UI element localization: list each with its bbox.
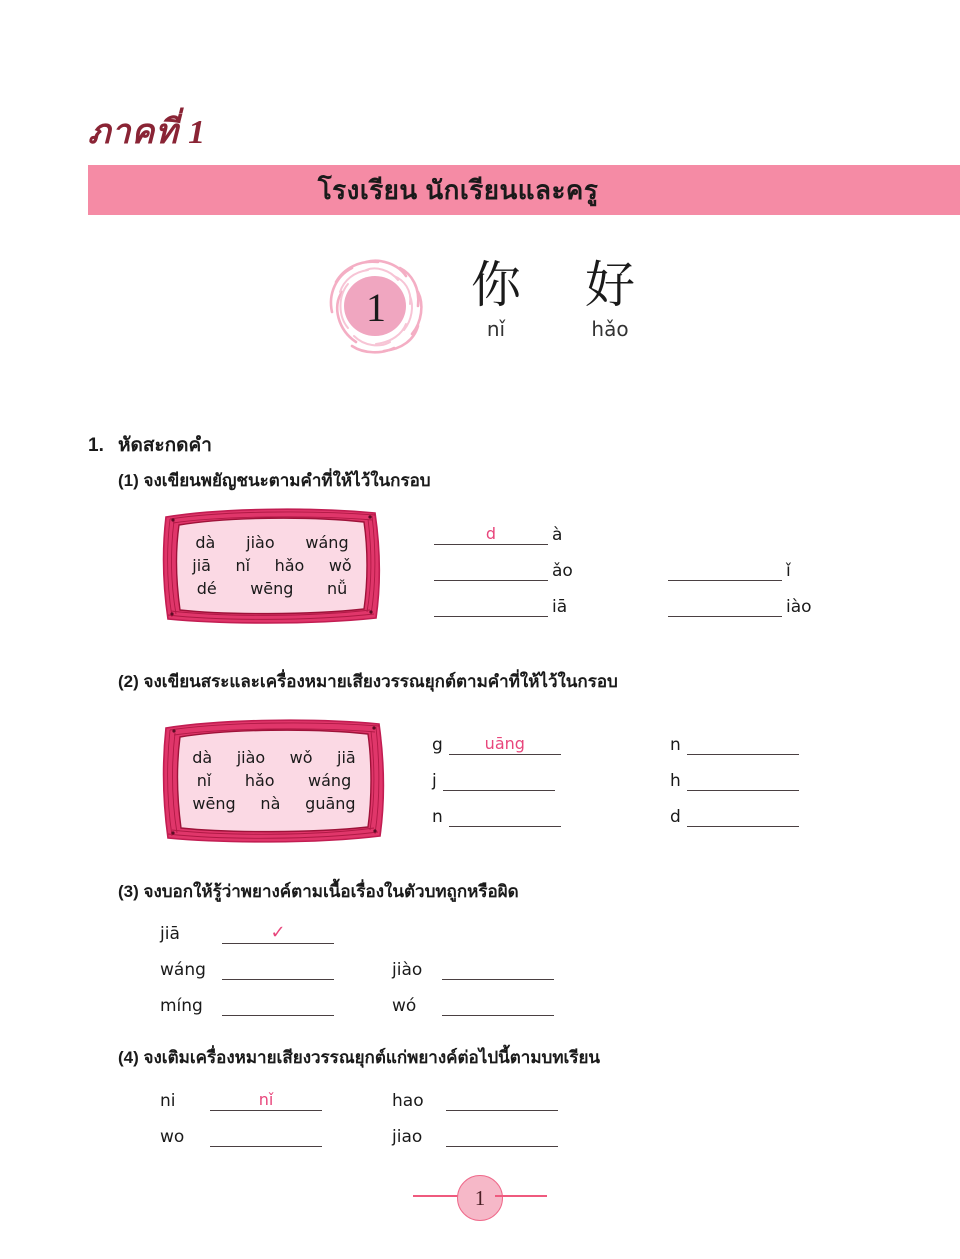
answer-suffix: ǐ bbox=[786, 561, 791, 581]
answer-prefix: n bbox=[432, 807, 443, 827]
answer-blank[interactable] bbox=[446, 1126, 558, 1147]
wordbox-word: jiā bbox=[192, 556, 211, 575]
answer-handwriting: nǐ bbox=[258, 1090, 274, 1109]
wordbox-word: jiā bbox=[337, 748, 356, 767]
answer-prefix: j bbox=[432, 771, 437, 791]
answer-blank[interactable] bbox=[434, 596, 548, 617]
exercise-2-answer-row bbox=[670, 734, 799, 755]
answer-blank[interactable] bbox=[449, 734, 561, 755]
answer-prefix: wo bbox=[160, 1127, 185, 1147]
answer-handwriting: d bbox=[485, 524, 497, 543]
wordbox-word: nǐ bbox=[235, 556, 251, 575]
wordbox-row bbox=[180, 771, 368, 790]
wordbox-word: wǒ bbox=[289, 748, 313, 767]
answer-prefix: hao bbox=[392, 1091, 424, 1111]
exercise-2-answer-row bbox=[670, 770, 799, 791]
wordbox-word: wēng bbox=[250, 579, 294, 598]
wordbox-word: guāng bbox=[305, 794, 356, 813]
answer-prefix: jiā bbox=[160, 924, 180, 944]
part-title: ภาคที่ 1 bbox=[88, 114, 207, 151]
answer-blank[interactable] bbox=[687, 806, 799, 827]
exercise-2-label: (2) จงเขียนสระและเครื่องหมายเสียงวรรณยุกต์ตามคำที่ให้ไว้ในกรอบ bbox=[118, 672, 618, 691]
wordbox-row bbox=[180, 556, 364, 575]
wordbox-word: dà bbox=[192, 748, 213, 767]
answer-suffix: iào bbox=[786, 597, 812, 617]
wordbox-word: hǎo bbox=[244, 771, 275, 790]
answer-prefix: wó bbox=[392, 996, 417, 1016]
section-title: หัดสะกดคำ bbox=[118, 435, 212, 456]
answer-blank[interactable] bbox=[668, 560, 782, 581]
exercise-2-answer-row bbox=[432, 806, 561, 827]
answer-prefix: wáng bbox=[160, 960, 206, 980]
answer-blank[interactable] bbox=[222, 923, 334, 944]
exercise-1-answer-row bbox=[668, 560, 791, 581]
answer-prefix: n bbox=[670, 735, 681, 755]
answer-suffix: iā bbox=[552, 597, 568, 617]
answer-prefix: h bbox=[670, 771, 681, 791]
wordbox-word: jiào bbox=[246, 533, 275, 552]
part-banner-title: โรงเรียน นักเรียนและครู bbox=[317, 174, 599, 205]
section-heading bbox=[88, 430, 212, 460]
wordbox-word: wǒ bbox=[328, 556, 352, 575]
section-number: 1. bbox=[88, 435, 104, 456]
lesson-header bbox=[0, 248, 960, 373]
answer-blank[interactable] bbox=[434, 560, 548, 581]
exercise-1-answer-row bbox=[434, 560, 573, 581]
answer-blank[interactable] bbox=[443, 770, 555, 791]
check-icon: ✓ bbox=[270, 922, 286, 943]
wordbox-word: nǐ bbox=[196, 771, 212, 790]
answer-blank[interactable] bbox=[434, 524, 548, 545]
exercise-2-answer-row bbox=[432, 770, 555, 791]
answer-prefix: míng bbox=[160, 996, 203, 1016]
answer-blank[interactable] bbox=[668, 596, 782, 617]
lesson-title-hanzi bbox=[462, 256, 644, 342]
hanzi-character: 你 bbox=[471, 256, 521, 314]
part-banner bbox=[88, 165, 960, 215]
hanzi-pinyin: hǎo bbox=[591, 317, 629, 341]
exercise-1-wordbox bbox=[160, 503, 384, 628]
exercise-4-answer-row bbox=[160, 1126, 322, 1147]
wordbox-word: hǎo bbox=[274, 556, 305, 575]
exercise-4-answer-row bbox=[392, 1090, 558, 1111]
chapter-number: 1 bbox=[366, 284, 386, 330]
answer-prefix: jiào bbox=[392, 960, 423, 980]
answer-blank[interactable] bbox=[446, 1090, 558, 1111]
exercise-4-label: (4) จงเติมเครื่องหมายเสียงวรรณยุกต์แก่พยางค์ต่อไปนี้ตามบทเรียน bbox=[118, 1048, 601, 1067]
exercise-4-answer-row bbox=[160, 1090, 322, 1111]
answer-prefix: jiao bbox=[392, 1127, 423, 1147]
exercise-1-label: (1) จงเขียนพยัญชนะตามคำที่ให้ไว้ในกรอบ bbox=[118, 471, 431, 490]
wordbox-word: wēng bbox=[192, 794, 236, 813]
answer-blank[interactable] bbox=[222, 995, 334, 1016]
answer-prefix: d bbox=[670, 807, 681, 827]
answer-prefix: ni bbox=[160, 1091, 176, 1111]
wordbox-word: jiào bbox=[236, 748, 266, 767]
wordbox-word: dé bbox=[196, 579, 217, 598]
answer-blank[interactable] bbox=[222, 959, 334, 980]
answer-blank[interactable] bbox=[210, 1090, 322, 1111]
exercise-1-wordbox-content bbox=[180, 521, 364, 610]
answer-blank[interactable] bbox=[687, 734, 799, 755]
wordbox-row bbox=[180, 579, 364, 598]
exercise-1-answer-row bbox=[668, 596, 812, 617]
answer-blank[interactable] bbox=[442, 995, 554, 1016]
answer-suffix: ǎo bbox=[552, 561, 573, 581]
chapter-number-badge bbox=[322, 254, 428, 360]
exercise-1-answer-row bbox=[434, 596, 567, 617]
exercise-3-answer-row bbox=[392, 995, 554, 1016]
exercise-2-answer-row bbox=[670, 806, 799, 827]
wordbox-word: nà bbox=[260, 794, 281, 813]
exercise-3-label: (3) จงบอกให้รู้ว่าพยางค์ตามเนื้อเรื่องในตัวบทถูกหรือผิด bbox=[118, 882, 519, 901]
hanzi-item bbox=[462, 256, 530, 342]
answer-blank[interactable] bbox=[442, 959, 554, 980]
exercise-3-answer-row bbox=[392, 959, 554, 980]
hanzi-character: 好 bbox=[585, 256, 635, 314]
answer-prefix: g bbox=[432, 735, 443, 755]
page-footer bbox=[0, 1168, 960, 1222]
wordbox-word: dà bbox=[195, 533, 216, 552]
page-number: 1 bbox=[457, 1175, 503, 1221]
hanzi-pinyin: nǐ bbox=[486, 317, 506, 341]
wordbox-row bbox=[180, 794, 368, 813]
answer-suffix: à bbox=[552, 525, 563, 545]
exercise-4-answer-row bbox=[392, 1126, 558, 1147]
exercise-3-answer-row bbox=[160, 923, 334, 944]
wordbox-word: nǚ bbox=[326, 579, 348, 598]
answer-handwriting: uāng bbox=[484, 734, 525, 753]
answer-blank[interactable] bbox=[210, 1126, 322, 1147]
exercise-2-wordbox bbox=[160, 714, 388, 847]
answer-blank[interactable] bbox=[449, 806, 561, 827]
exercise-2-wordbox-content bbox=[180, 732, 368, 829]
wordbox-row bbox=[180, 748, 368, 767]
wordbox-row bbox=[180, 533, 364, 552]
hanzi-item bbox=[576, 256, 644, 342]
answer-blank[interactable] bbox=[687, 770, 799, 791]
wordbox-word: wáng bbox=[305, 533, 349, 552]
exercise-2-answer-row bbox=[432, 734, 561, 755]
wordbox-word: wáng bbox=[308, 771, 352, 790]
exercise-1-answer-row bbox=[434, 524, 562, 545]
exercise-3-answer-row bbox=[160, 995, 334, 1016]
footer-rule-right bbox=[495, 1195, 547, 1197]
exercise-3-answer-row bbox=[160, 959, 334, 980]
